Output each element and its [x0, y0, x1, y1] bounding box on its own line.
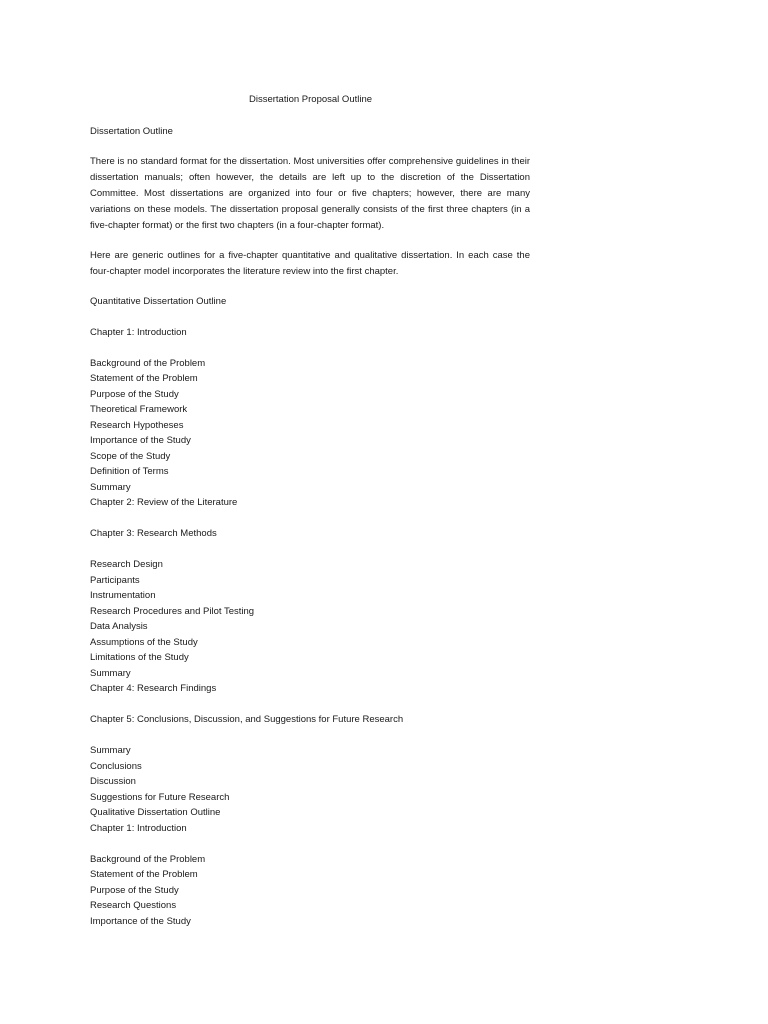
list-item: Importance of the Study [90, 915, 191, 927]
list-item: Research Procedures and Pilot Testing [90, 605, 255, 617]
list-item: Statement of the Problem [90, 869, 198, 880]
list-item: Participants [90, 574, 140, 586]
chapter-heading: Chapter 1: Introduction [90, 822, 187, 834]
list-item: Theoretical Framework [90, 404, 188, 415]
document-body [90, 124, 530, 929]
list-item: Research Design [90, 559, 163, 570]
list-item: Purpose of the Study [90, 884, 179, 896]
generic-outline-paragraph: Here are generic outlines for a five-chapter quantitative and qualitative dissertation. In each case the four-chapter model incorporates the literature review into the first chapter. [90, 249, 530, 277]
list-item: Limitations of the Study [90, 652, 189, 663]
quantitative-outline-heading: Quantitative Dissertation Outline [90, 295, 227, 307]
list-item: Discussion [90, 776, 136, 787]
chapter-heading: Chapter 3: Research Methods [90, 528, 217, 539]
list-item: Background of the Problem [90, 853, 206, 865]
list-item: Importance of the Study [90, 435, 191, 446]
list-item: Definition of Terms [90, 466, 169, 477]
document-title: Dissertation Proposal Outline [249, 94, 373, 105]
intro-paragraph: There is no standard format for the dissertation. Most universities offer comprehensive guidelines in their dissertation manuals; often however, the details are left up to the discretion of the Dissertation Committee. Most dissertations are organized into four or five chapters; however, there are many variations on these models. The dissertation proposal generally consists of the first three chapters (in a five-chapter format) or the first two chapters (in a four-chapter format). [90, 155, 530, 231]
list-item: Scope of the Study [90, 450, 171, 462]
chapter-heading: Chapter 4: Research Findings [90, 683, 217, 694]
list-item: Data Analysis [90, 621, 148, 632]
list-item: Suggestions for Future Research [90, 791, 230, 803]
list-item: Summary [90, 667, 131, 679]
chapter-heading: Chapter 5: Conclusions, Discussion, and Suggestions for Future Research [90, 714, 404, 725]
list-item: Summary [90, 481, 131, 493]
list-item: Research Hypotheses [90, 419, 184, 431]
list-item: Instrumentation [90, 590, 156, 601]
chapter-heading: Chapter 2: Review of the Literature [90, 497, 238, 508]
list-item: Summary [90, 745, 131, 756]
list-item: Statement of the Problem [90, 373, 198, 384]
section-heading: Dissertation Outline [90, 126, 173, 137]
list-item: Conclusions [90, 760, 142, 772]
list-item: Background of the Problem [90, 357, 206, 369]
qualitative-outline-heading: Qualitative Dissertation Outline [90, 807, 221, 818]
chapter-heading: Chapter 1: Introduction [90, 326, 187, 338]
list-item: Purpose of the Study [90, 388, 179, 400]
list-item: Assumptions of the Study [90, 636, 198, 648]
list-item: Research Questions [90, 900, 177, 911]
